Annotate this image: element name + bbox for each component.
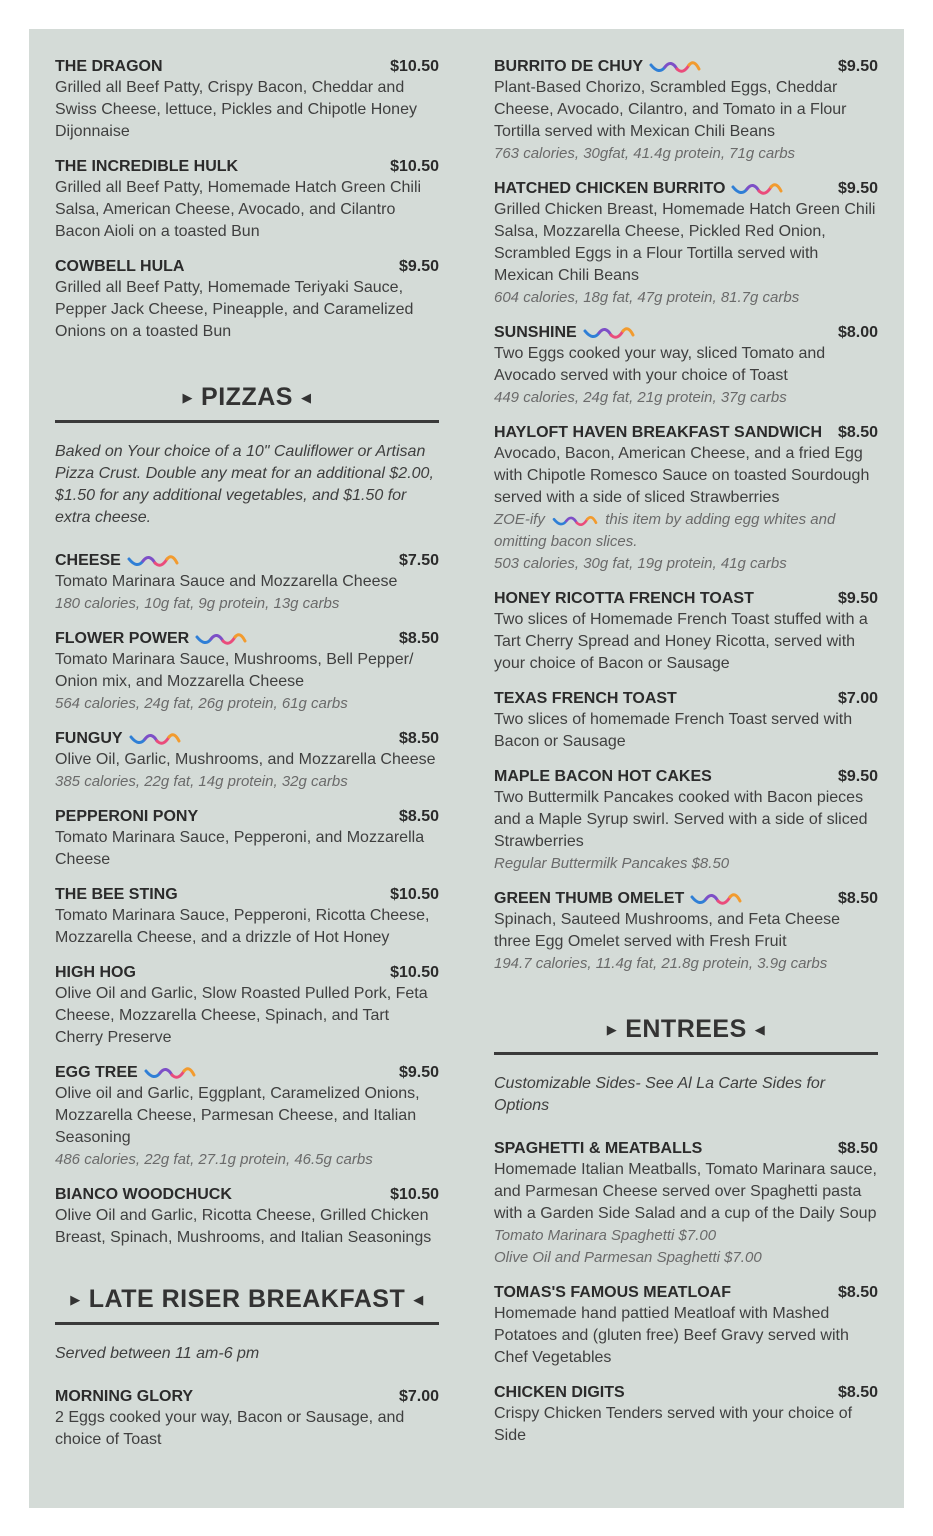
item-description: Grilled Chicken Breast, Homemade Hatch Green Chili Salsa, Mozzarella Cheese, Pickled Red Onion, Scrambled Eggs in a Flour Tortilla served with Mexican Chili Beans — [494, 201, 876, 284]
item-description: Two Eggs cooked your way, sliced Tomato and Avocado served with your choice of Toast — [494, 345, 826, 384]
zoe-text: this item by adding egg whites and omitting bacon slices. — [494, 511, 836, 550]
item-name: TEXAS FRENCH TOAST — [494, 690, 677, 707]
item-name: HONEY RICOTTA FRENCH TOAST — [494, 590, 754, 607]
item-description: Olive Oil and Garlic, Slow Roasted Pulled Pork, Feta Cheese, Mozzarella Cheese, Spinach, and Tart Cherry Preserve — [55, 985, 428, 1046]
item-name: SUNSHINE — [494, 324, 577, 341]
item-price: $9.50 — [837, 768, 878, 785]
item-nutrition: 486 calories, 22g fat, 27.1g protein, 46.5g carbs — [55, 1151, 373, 1168]
item-nutrition: 564 calories, 24g fat, 26g protein, 61g carbs — [55, 695, 348, 712]
item-name: HIGH HOG — [55, 964, 136, 981]
section-intro: Customizable Sides- See Al La Carte Sides for Options — [494, 1075, 826, 1114]
item-name: SPAGHETTI & MEATBALLS — [494, 1140, 703, 1157]
item-description: Homemade Italian Meatballs, Tomato Marinara sauce, and Parmesan Cheese served over Spaghetti pasta with a Garden Side Salad and a cup of the Daily Soup — [494, 1161, 877, 1222]
menu-item — [494, 689, 878, 753]
section-intro: Served between 11 am-6 pm — [55, 1345, 260, 1362]
item-price: $8.50 — [837, 424, 878, 441]
section-intro: Baked on Your choice of a 10" Cauliflower or Artisan Pizza Crust. Double any meat for an additional $2.00, $1.50 for any additional vegetables, and $1.50 for extra cheese. — [55, 443, 434, 526]
item-description: Two slices of Homemade French Toast stuffed with a Tart Cherry Spread and Honey Ricotta, served with your choice of Bacon or Sausage — [494, 611, 868, 672]
item-nutrition: 503 calories, 30g fat, 19g protein, 41g carbs — [494, 555, 787, 572]
item-nutrition: 449 calories, 24g fat, 21g protein, 37g carbs — [494, 389, 787, 406]
item-price: $9.50 — [398, 1064, 439, 1081]
item-description: Crispy Chicken Tenders served with your choice of Side — [494, 1405, 853, 1444]
squiggle-icon — [144, 1064, 196, 1082]
item-price: $10.50 — [390, 886, 439, 903]
menu-item — [494, 889, 878, 975]
item-price: $8.00 — [837, 324, 878, 341]
right-arrow-icon: ▶ — [606, 1022, 618, 1038]
item-description: Grilled all Beef Patty, Homemade Teriyaki Sauce, Pepper Jack Cheese, Pineapple, and Caramelized Onions on a toasted Bun — [55, 279, 414, 340]
menu-item — [55, 257, 439, 343]
item-nutrition: 604 calories, 18g fat, 47g protein, 81.7g carbs — [494, 289, 800, 306]
squiggle-icon — [690, 890, 742, 908]
menu-item — [55, 157, 439, 243]
item-name: BURRITO DE CHUY — [494, 58, 644, 75]
menu-item — [494, 589, 878, 675]
item-name: THE DRAGON — [55, 58, 163, 75]
item-name: FUNGUY — [55, 730, 123, 747]
menu-item — [494, 423, 878, 575]
section-title: PIZZAS — [201, 383, 293, 411]
item-description: Spinach, Sauteed Mushrooms, and Feta Cheese three Egg Omelet served with Fresh Fruit — [494, 911, 840, 950]
left-column — [55, 57, 439, 1465]
item-price: $10.50 — [390, 1186, 439, 1203]
item-description: Two slices of homemade French Toast served with Bacon or Sausage — [494, 711, 853, 750]
item-price: $10.50 — [390, 964, 439, 981]
menu-item — [55, 57, 439, 143]
item-name: MORNING GLORY — [55, 1388, 194, 1405]
item-price: $10.50 — [390, 58, 439, 75]
menu-item — [55, 629, 439, 715]
left-arrow-icon: ◀ — [413, 1292, 424, 1308]
section-heading-entrees — [494, 1015, 878, 1055]
zoe-label: ZOE-ify — [494, 511, 545, 528]
item-price: $9.50 — [837, 180, 878, 197]
item-price: $10.50 — [390, 158, 439, 175]
item-price: $8.50 — [837, 1384, 878, 1401]
item-description: Olive oil and Garlic, Eggplant, Caramelized Onions, Mozzarella Cheese, Parmesan Cheese, and Italian Seasoning — [55, 1085, 420, 1146]
zoe-note — [494, 509, 878, 553]
menu-item — [494, 179, 878, 309]
item-description: 2 Eggs cooked your way, Bacon or Sausage, and choice of Toast — [55, 1409, 405, 1448]
squiggle-icon — [549, 513, 601, 527]
item-name: GREEN THUMB OMELET — [494, 890, 685, 907]
item-price: $7.00 — [837, 690, 878, 707]
menu-item — [494, 1139, 878, 1269]
item-price: $7.00 — [398, 1388, 439, 1405]
item-name: FLOWER POWER — [55, 630, 190, 647]
menu-item — [55, 885, 439, 949]
squiggle-icon — [195, 630, 247, 648]
item-name: THE INCREDIBLE HULK — [55, 158, 239, 175]
squiggle-icon — [129, 730, 181, 748]
menu-item — [494, 767, 878, 875]
item-name: CHICKEN DIGITS — [494, 1384, 625, 1401]
right-arrow-icon: ▶ — [70, 1292, 81, 1308]
squiggle-icon — [649, 58, 701, 76]
item-price: $8.50 — [398, 630, 439, 647]
item-name: HATCHED CHICKEN BURRITO — [494, 180, 726, 197]
menu-item — [55, 1063, 439, 1171]
item-name: CHEESE — [55, 552, 121, 569]
squiggle-icon — [731, 180, 783, 198]
item-price: $8.50 — [837, 1140, 878, 1157]
item-note: Tomato Marinara Spaghetti $7.00 — [494, 1227, 717, 1244]
item-price: $8.50 — [398, 730, 439, 747]
left-arrow-icon: ◀ — [754, 1022, 766, 1038]
menu-item — [55, 551, 439, 615]
section-title: LATE RISER BREAKFAST — [88, 1285, 406, 1313]
menu-item — [494, 1383, 878, 1447]
menu-item — [494, 323, 878, 409]
item-name: EGG TREE — [55, 1064, 138, 1081]
item-nutrition: 385 calories, 22g fat, 14g protein, 32g carbs — [55, 773, 348, 790]
item-description: Tomato Marinara Sauce, Mushrooms, Bell Pepper/ Onion mix, and Mozzarella Cheese — [55, 651, 414, 690]
item-nutrition: 763 calories, 30gfat, 41.4g protein, 71g carbs — [494, 145, 796, 162]
section-heading-late-riser — [55, 1285, 439, 1325]
item-description: Olive Oil, Garlic, Mushrooms, and Mozzarella Cheese — [55, 751, 436, 768]
menu-item — [55, 963, 439, 1049]
item-description: Grilled all Beef Patty, Crispy Bacon, Cheddar and Swiss Cheese, lettuce, Pickles and Chipotle Honey Dijonnaise — [55, 79, 417, 140]
item-price: $8.50 — [837, 1284, 878, 1301]
item-name: BIANCO WOODCHUCK — [55, 1186, 232, 1203]
item-price: $9.50 — [398, 258, 439, 275]
item-description: Grilled all Beef Patty, Homemade Hatch Green Chili Salsa, American Cheese, Avocado, and Cilantro Bacon Aioli on a toasted Bun — [55, 179, 422, 240]
section-heading-pizzas — [55, 383, 439, 423]
item-price: $7.50 — [398, 552, 439, 569]
item-name: COWBELL HULA — [55, 258, 185, 275]
item-note: Regular Buttermilk Pancakes $8.50 — [494, 855, 730, 872]
item-price: $8.50 — [837, 890, 878, 907]
section-title: ENTREES — [625, 1015, 747, 1043]
menu-item — [494, 57, 878, 165]
item-name: PEPPERONI PONY — [55, 808, 199, 825]
menu-item — [494, 1283, 878, 1369]
item-price: $9.50 — [837, 58, 878, 75]
item-description: Tomato Marinara Sauce, Pepperoni, and Mozzarella Cheese — [55, 829, 425, 868]
item-description: Two Buttermilk Pancakes cooked with Bacon pieces and a Maple Syrup swirl. Served with a side of sliced Strawberries — [494, 789, 868, 850]
item-note: Olive Oil and Parmesan Spaghetti $7.00 — [494, 1249, 762, 1266]
item-description: Homemade hand pattied Meatloaf with Mashed Potatoes and (gluten free) Beef Gravy served with Chef Vegetables — [494, 1305, 849, 1366]
item-nutrition: 180 calories, 10g fat, 9g protein, 13g carbs — [55, 595, 340, 612]
item-price: $8.50 — [398, 808, 439, 825]
left-arrow-icon: ◀ — [300, 390, 312, 406]
item-description: Tomato Marinara Sauce, Pepperoni, Ricotta Cheese, Mozzarella Cheese, and a drizzle of Hot Honey — [55, 907, 430, 946]
item-description: Plant-Based Chorizo, Scrambled Eggs, Cheddar Cheese, Avocado, Cilantro, and Tomato in a Flour Tortilla served with Mexican Chili Beans — [494, 79, 847, 140]
item-name: MAPLE BACON HOT CAKES — [494, 768, 712, 785]
item-name: HAYLOFT HAVEN BREAKFAST SANDWICH — [494, 424, 823, 441]
menu-item — [55, 1387, 439, 1451]
menu-panel — [29, 29, 904, 1508]
squiggle-icon — [583, 324, 635, 342]
right-column — [494, 57, 878, 1461]
item-name: THE BEE STING — [55, 886, 178, 903]
right-arrow-icon: ▶ — [182, 390, 194, 406]
item-nutrition: 194.7 calories, 11.4g fat, 21.8g protein, 3.9g carbs — [494, 955, 828, 972]
menu-item — [55, 729, 439, 793]
menu-item — [55, 807, 439, 871]
menu-item — [55, 1185, 439, 1249]
squiggle-icon — [127, 552, 179, 570]
item-description: Avocado, Bacon, American Cheese, and a fried Egg with Chipotle Romesco Sauce on toasted Sourdough served with a side of sliced Strawberries — [494, 445, 870, 506]
item-description: Tomato Marinara Sauce and Mozzarella Cheese — [55, 573, 398, 590]
item-price: $9.50 — [837, 590, 878, 607]
item-name: TOMAS'S FAMOUS MEATLOAF — [494, 1284, 731, 1301]
item-description: Olive Oil and Garlic, Ricotta Cheese, Grilled Chicken Breast, Spinach, Mushrooms, and Italian Seasonings — [55, 1207, 432, 1246]
